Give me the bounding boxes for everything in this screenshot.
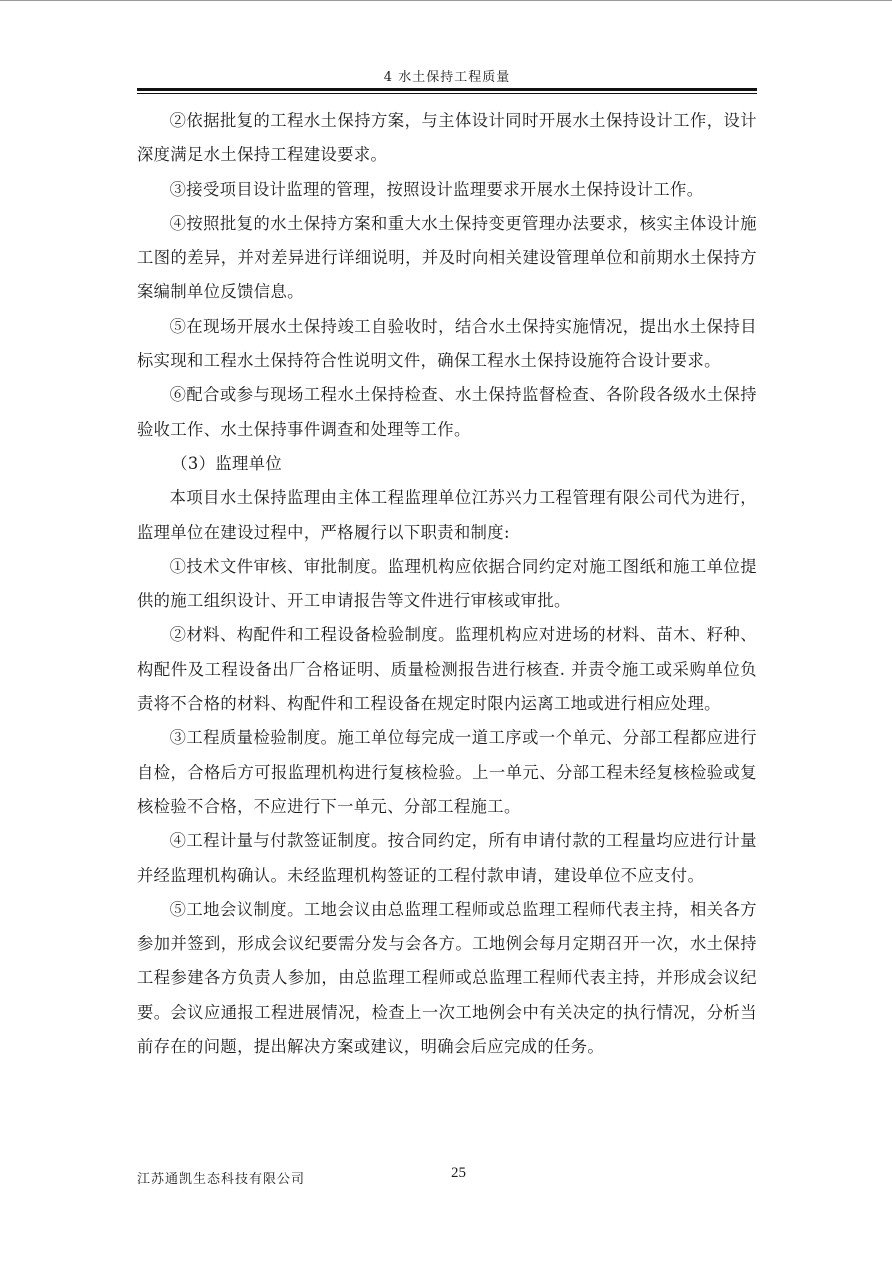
paragraph: ①技术文件审核、审批制度。监理机构应依据合同约定对施工图纸和施工单位提供的施工组织设计、开工申请报告等文件进行审核或审批。 xyxy=(137,556,757,611)
footer-company: 江苏通凯生态科技有限公司 xyxy=(137,1172,306,1187)
page-top-border xyxy=(0,0,892,1)
page-number: 25 xyxy=(451,1165,466,1181)
section-heading: （3）监理单位 xyxy=(171,453,283,473)
paragraph: ④工程计量与付款签证制度。按合同约定，所有申请付款的工程量均应进行计量并经监理机构确认。未经监理机构签证的工程付款申请，建设单位不应支付。 xyxy=(137,831,757,885)
header-rule-thick xyxy=(137,88,757,91)
paragraph: ⑤工地会议制度。工地会议由总监理工程师或总监理工程师代表主持，相关各方参加并签到，形成会议纪要需分发与会各方。工地例会每月定期召开一次，水土保持工程参建各方负责人参加，由总监理工程师或总监理工程师代表主持，并形成会议纪要。会议应通报工程进展情况，检查上一次工地例会中有关决定的执行情况，分析当前存在的问题，提出解决方案或建议，明确会后应完成的任务。 xyxy=(137,899,757,1057)
paragraph: ②材料、构配件和工程设备检验制度。监理机构应对进场的材料、苗木、籽种、构配件及工程设备出厂合格证明、质量检测报告进行核查. 并责令施工或采购单位负责将不合格的材料、构配件和工程设备在规定时限内运离工地或进行相应处理。 xyxy=(137,625,757,714)
body-text xyxy=(137,104,757,1064)
running-header: 4 水土保持工程质量 xyxy=(383,70,511,85)
header-rule-thin xyxy=(137,93,757,94)
paragraph: ②依据批复的工程水土保持方案，与主体设计同时开展水土保持设计工作，设计深度满足水土保持工程建设要求。 xyxy=(137,111,757,165)
paragraph: ④按照批复的水土保持方案和重大水土保持变更管理办法要求，核实主体设计施工图的差异，并对差异进行详细说明，并及时向相关建设管理单位和前期水土保持方案编制单位反馈信息。 xyxy=(137,213,757,302)
paragraph: ⑥配合或参与现场工程水土保持检查、水土保持监督检查、各阶段各级水土保持验收工作、水土保持事件调查和处理等工作。 xyxy=(137,385,757,439)
paragraph: ③工程质量检验制度。施工单位每完成一道工序或一个单元、分部工程都应进行自检，合格后方可报监理机构进行复核检验。上一单元、分部工程未经复核检验或复核检验不合格，不应进行下一单元、分部工程施工。 xyxy=(137,728,757,816)
paragraph: ③接受项目设计监理的管理，按照设计监理要求开展水土保持设计工作。 xyxy=(169,179,704,199)
paragraph: ⑤在现场开展水土保持竣工自验收时，结合水土保持实施情况，提出水土保持目标实现和工程水土保持符合性说明文件，确保工程水土保持设施符合设计要求。 xyxy=(137,316,757,371)
paragraph: 本项目水土保持监理由主体工程监理单位江苏兴力工程管理有限公司代为进行，监理单位在建设过程中，严格履行以下职责和制度: xyxy=(137,488,757,542)
